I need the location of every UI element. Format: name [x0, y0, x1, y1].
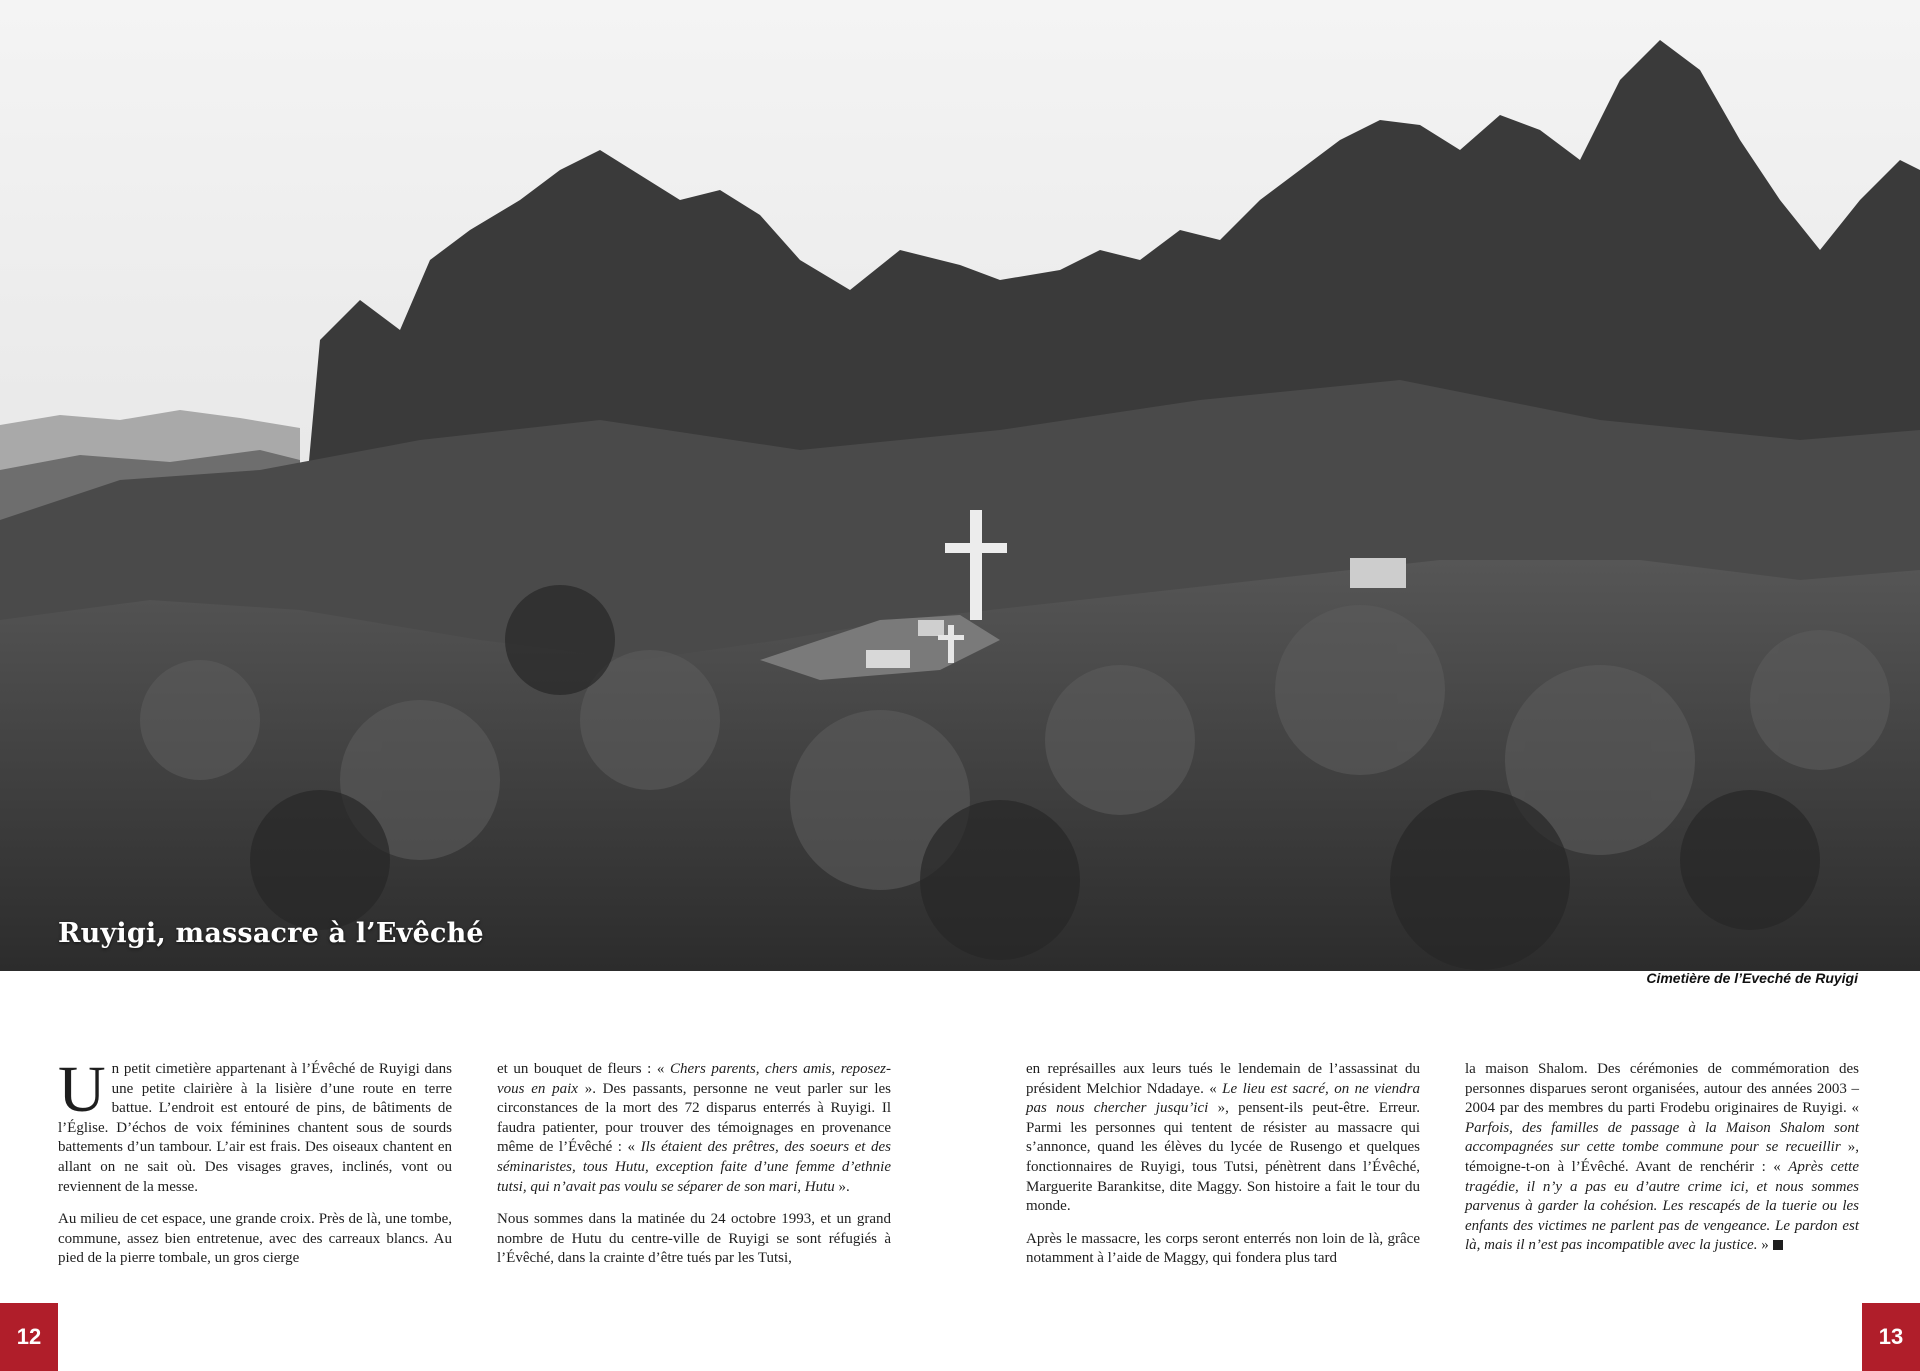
text-column-1 — [58, 1053, 452, 1282]
paragraph: Après le massacre, les corps seront enterrés non loin de là, grâce notamment à l’aide de Maggy, qui fondera plus tard — [1026, 1230, 1420, 1267]
paragraph: Au milieu de cet espace, une grande croix. Près de là, une tombe, commune, assez bien entretenue, avec des carreaux blancs. Au pied de la pierre tombale, un gros cierge — [58, 1211, 452, 1267]
quote-text: Le lieu est sacré, on ne viendra pas nous chercher jusqu’ici — [1026, 1080, 1421, 1117]
drop-cap: U — [58, 1053, 106, 1126]
paragraph — [497, 1060, 891, 1197]
text-column-3 — [1026, 1060, 1420, 1282]
paragraph-text: », témoigne-t-on à l’Évêché. Avant de renchérir : « — [1465, 1139, 1860, 1175]
paragraph-text: ». — [834, 1178, 850, 1195]
paragraph: Nous sommes dans la matinée du 24 octobre 1993, et un grand nombre de Hutu du centre-ville de Ruyigi se sont réfugiés à l’Évêché, dans la crainte d’être tués par les Tutsi, — [497, 1211, 891, 1267]
quote-text: Ils étaient des prêtres, des soeurs et des séminaristes, tous Hutu, exception faite d’une femme d’ethnie tutsi, qui n’avait pas voulu se séparer de son mari, Hutu — [497, 1139, 891, 1195]
paragraph-text: et un bouquet de fleurs : « — [497, 1061, 670, 1077]
paragraph-text: la maison Shalom. Des cérémonies de commémoration des personnes disparues seront organisées, autour des années 2003 – 2004 par des membres du parti Frodebu originaires de Ruyigi. « — [1465, 1061, 1859, 1117]
page-number-right: 13 — [1862, 1303, 1920, 1371]
paragraph — [1026, 1060, 1420, 1217]
page-number-left: 12 — [0, 1303, 58, 1371]
text-column-2 — [497, 1060, 891, 1282]
quote-text: Parfois, des familles de passage à la Maison Shalom sont accompagnées sur cette tombe commune pour se recueillir — [1465, 1119, 1859, 1156]
paragraph-text: ». Des passants, personne ne veut parler sur les circonstances de la mort des 72 disparus enterrés à Ruyigi. Il faudra patienter, pour trouver des témoignages en provenance même de l’Évêché : « — [497, 1080, 891, 1156]
article-title: Ruyigi, massacre à l’Evêché — [58, 918, 484, 949]
paragraph-text: » — [1757, 1237, 1769, 1254]
quote-text: Après cette tragédie, il n’y a pas eu d’autre crime ici, et nous sommes parvenus à garder la cohésion. Les rescapés de la tuerie ou les enfants des victimes ne parlent pas de vengeance. Le pardon est là, mais il n’est pas incompatible avec la justice. — [1465, 1158, 1859, 1254]
paragraph — [58, 1053, 452, 1197]
paragraph-text: n petit cimetière appartenant à l’Évêché de Ruyigi dans une petite clairière à la lisière d’une route en terre battue. L’endroit est entouré de pins, de bâtiments de l’Église. D’échos de voix féminines chantent sous de sourds battements d’un tambour. L’air est frais. Des oiseaux chantent en allant on ne sait où. Des visages graves, inclinés, vont ou reviennent de la messe. — [58, 1061, 452, 1195]
paragraph-text: en représailles aux leurs tués le lendemain de l’assassinat du président Melchior Ndadaye. « — [1026, 1061, 1420, 1097]
text-column-4 — [1465, 1060, 1859, 1269]
photo-caption: Cimetière de l’Eveché de Ruyigi — [1646, 970, 1858, 986]
paragraph — [1465, 1060, 1859, 1256]
paragraph-text: », pensent-ils peut-être. Erreur. Parmi les personnes qui tentent de résister au massacre qui s’annonce, quand les élèves du lycée de Rusengo et quelques fonctionnaires de Ruyigi, tous Tutsi, pénètrent dans l’Évêché, Marguerite Barankitse, dite Maggy. Son histoire a fait le tour du monde. — [1026, 1100, 1421, 1215]
quote-text: Chers parents, chers amis, reposez-vous en paix — [497, 1061, 891, 1097]
end-of-article-mark — [1773, 1240, 1783, 1250]
